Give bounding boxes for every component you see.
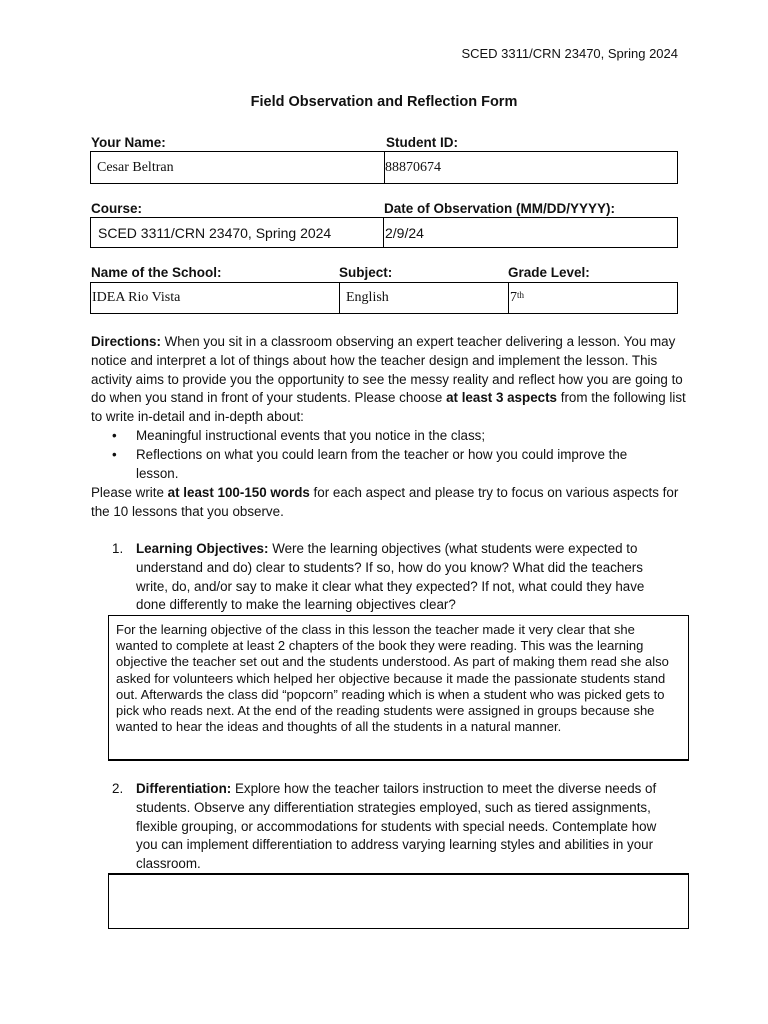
course-label: Course: [91, 201, 143, 216]
subject-label: Subject: [339, 265, 393, 280]
course-field[interactable]: SCED 3311/CRN 23470, Spring 2024 [91, 218, 384, 247]
bullet-text: Meaningful instructional events that you notice in the class; [136, 428, 486, 443]
course-date-table [90, 217, 678, 248]
closing-text-1: Please write [91, 485, 168, 500]
question-label: Differentiation: [136, 781, 232, 796]
question-number: 1. [112, 541, 124, 556]
student-id-field[interactable]: 88870674 [385, 159, 441, 175]
bullet-icon: • [112, 428, 117, 443]
bullet-icon: • [112, 447, 117, 462]
answer-box-differentiation[interactable] [108, 873, 689, 929]
form-title: Field Observation and Reflection Form [250, 94, 518, 110]
answer-box-learning-objectives[interactable]: For the learning objective of the class in this lesson the teacher made it very clear that she wanted to complete at least 2 chapters of the book they were reading. This was the learning objective the teacher set out and the students understood. As part of making them read she also asked for volunteers which helped her objective because it made the passionate students stand out. Afterwards the class did “popcorn” reading which is when a student who was picked gets to pick who reads next. At the end of the reading students were assigned in groups because she wanted to hear the ideas and thoughts of all the students in a natural manner. [108, 615, 689, 761]
subject-field[interactable]: English [340, 283, 509, 313]
name-id-table [90, 151, 678, 184]
question-label: Learning Objectives: [136, 541, 269, 556]
question-differentiation [112, 780, 692, 874]
closing-text-2: for each aspect and please try to focus on various aspects for the 10 lessons that you observe. [91, 485, 679, 519]
school-subject-grade-table [90, 282, 678, 314]
school-field[interactable]: IDEA Rio Vista [91, 283, 340, 313]
date-field[interactable]: 2/9/24 [385, 224, 424, 241]
bullet-item [112, 446, 672, 484]
date-label: Date of Observation (MM/DD/YYYY): [384, 201, 616, 216]
name-label: Your Name: [91, 135, 166, 150]
directions-emphasis: at least 3 aspects [446, 390, 557, 406]
closing-emphasis: at least 100-150 words [167, 485, 310, 500]
grade-level-label: Grade Level: [508, 265, 590, 280]
header-course-reference: SCED 3311/CRN 23470, Spring 2024 [461, 46, 678, 61]
student-id-label: Student ID: [386, 135, 458, 150]
name-field[interactable]: Cesar Beltran [91, 152, 385, 183]
question-number: 2. [112, 781, 124, 796]
bullet-text: Reflections on what you could learn from the teacher or how you could improve the lesson. [136, 447, 628, 481]
grade-level-suffix: th [517, 290, 525, 300]
directions-text-2: from the following list to write in-detail and in-depth about: [91, 390, 686, 425]
directions-label: Directions: [91, 334, 161, 349]
question-learning-objectives [112, 540, 692, 616]
question-text: Explore how the teacher tailors instruction to meet the diverse needs of students. Observe any differentiation strategies employed, such as tiered assignments, flexible grouping, or accommodations for students with special needs. Contemplate how you can implement differentiation to address varying learning styles and abilities in your classroom. [136, 781, 657, 872]
grade-level-field[interactable] [509, 283, 677, 313]
question-text: Were the learning objectives (what students were expected to understand and do) clear to students? If so, how do you know? What did the teachers write, do, and/or say to make it clear what they expected? If not, what could they have done differently to make the learning objectives clear? [136, 541, 645, 613]
grade-level-value: 7 [510, 290, 517, 305]
directions-paragraph [91, 333, 691, 427]
bullet-item [112, 427, 672, 446]
directions-text-1: When you sit in a classroom observing an expert teacher delivering a lesson. You may notice and interpret a lot of things about how the teacher design and implement the lesson. This activity aims to provide you the opportunity to see the messy reality and reflect how you are going to do when you stand in front of your students. Please choose [91, 334, 683, 406]
school-label: Name of the School: [91, 265, 222, 280]
closing-instructions [91, 484, 691, 522]
